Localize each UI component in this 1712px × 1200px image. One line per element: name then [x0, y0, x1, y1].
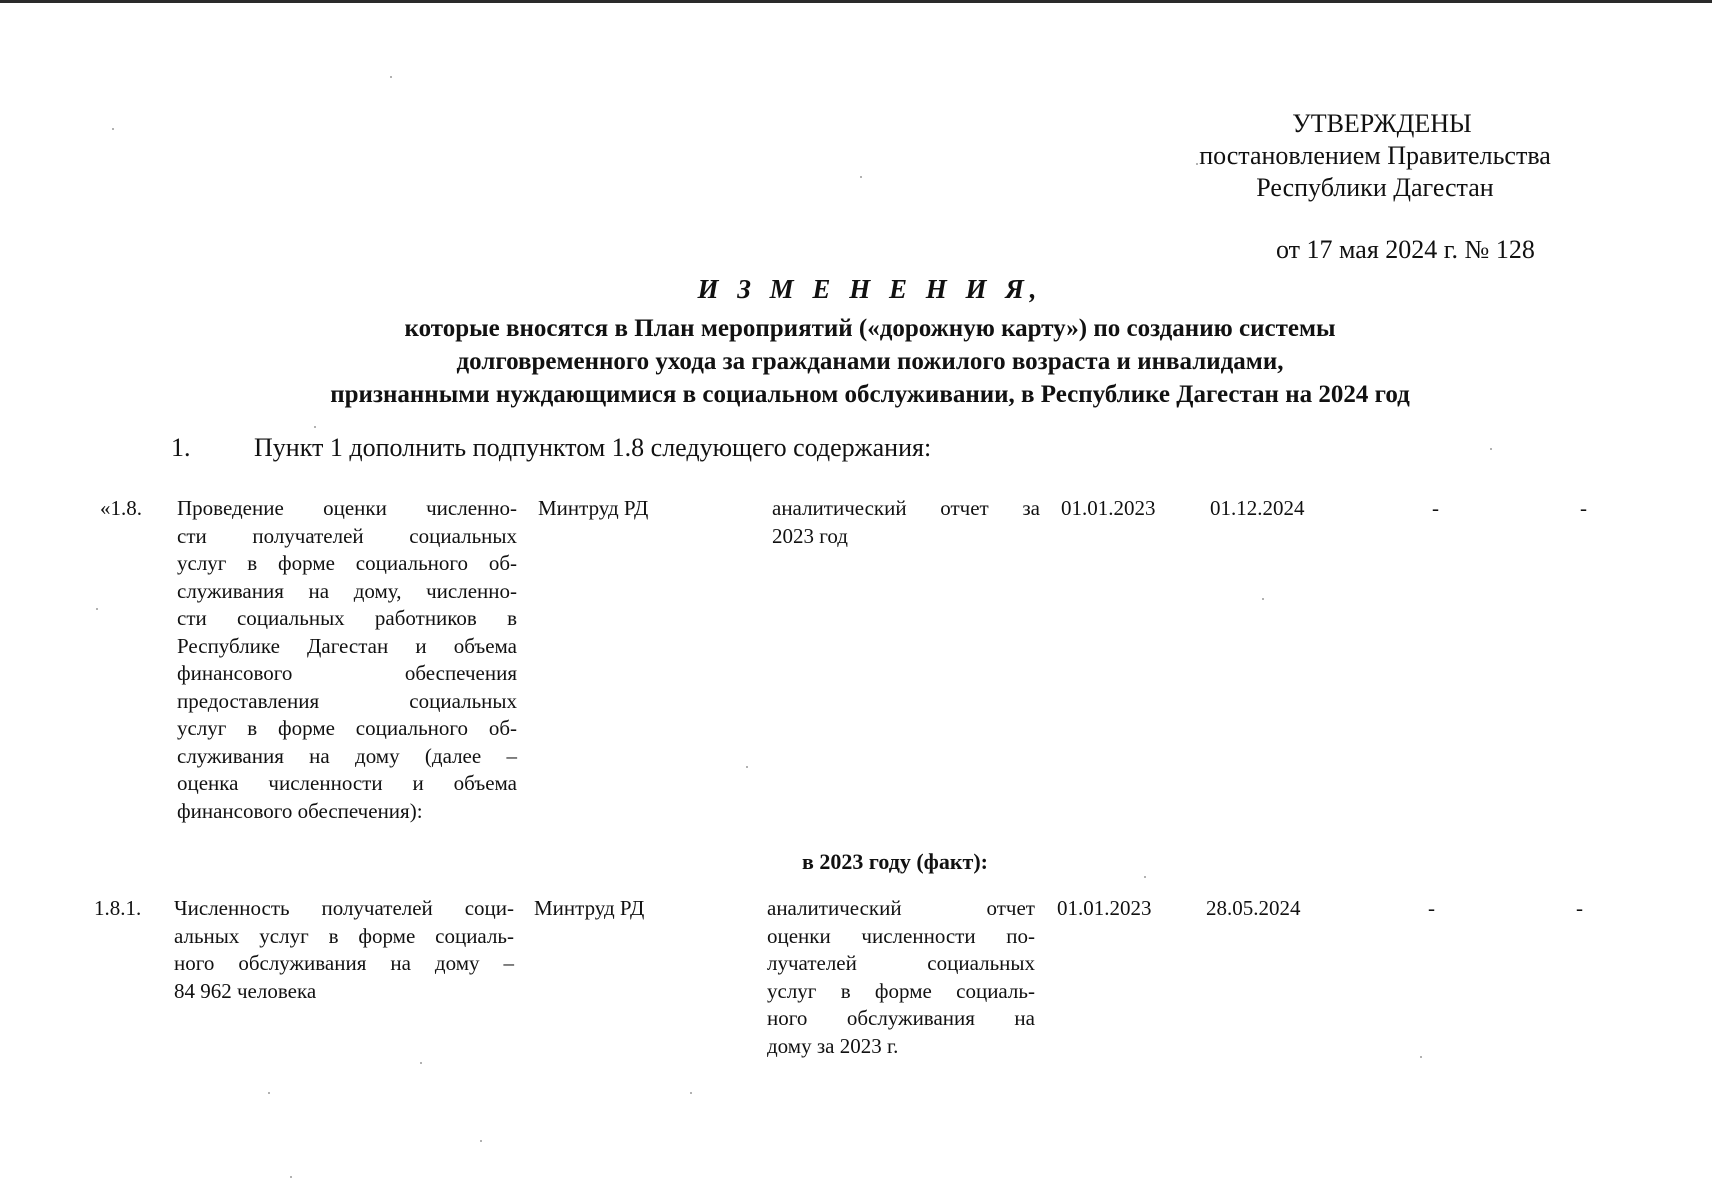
row-1-8-desc-line: финансового обеспечения): — [177, 798, 423, 823]
row-1-8-number: «1.8. — [100, 496, 142, 520]
scan-speck — [1262, 598, 1264, 600]
scan-speck — [860, 176, 862, 178]
row-1-8-desc-line: сти получателей социальных — [177, 523, 517, 548]
row-1-8-1-col8: - — [1576, 896, 1583, 920]
row-1-8-result — [772, 495, 1040, 550]
row-1-8-executor: Минтруд РД — [538, 496, 649, 520]
row-1-8-desc-line: услуг в форме социального об- — [177, 716, 517, 740]
row-1-8-1-result — [767, 895, 1035, 1060]
row-1-8-1-desc-line: альных услуг в форме социаль- — [174, 923, 514, 948]
scan-speck — [1490, 448, 1492, 450]
row-1-8-desc-line: оценка численности и объема — [177, 771, 517, 795]
row-1-8-description — [177, 495, 517, 825]
section-header: в 2023 году (факт): — [802, 849, 989, 874]
scan-speck — [268, 1092, 270, 1094]
row-1-8-1-result-line: ного обслуживания на — [767, 1006, 1035, 1030]
document-title: И З М Е Н Е Н И Я, — [697, 274, 1043, 304]
row-1-8-1-result-line: услуг в форме социаль- — [767, 978, 1035, 1003]
scan-top-edge — [0, 0, 1712, 3]
row-1-8-1-number: 1.8.1. — [94, 896, 142, 920]
scan-speck — [690, 1092, 692, 1094]
row-1-8-desc-line: Республике Дагестан и объема — [177, 633, 517, 658]
paragraph-text: Пункт 1 дополнить подпунктом 1.8 следующего содержания: — [254, 433, 932, 462]
row-1-8-end-date: 01.12.2024 — [1210, 496, 1305, 520]
scan-speck — [480, 1140, 482, 1142]
scan-speck — [1196, 163, 1198, 165]
row-1-8-1-result-line: оценки численности по- — [767, 923, 1035, 948]
row-1-8-desc-line: финансового обеспечения — [177, 661, 517, 685]
row-1-8-1-desc-line: ного обслуживания на дому – — [174, 951, 514, 975]
row-1-8-start-date: 01.01.2023 — [1061, 496, 1156, 520]
row-1-8-1-result-line: аналитический отчет — [767, 896, 1035, 920]
scan-speck — [96, 608, 98, 610]
approval-date: от 17 мая 2024 г. № 128 — [1276, 235, 1535, 264]
document-subtitle — [0, 312, 1712, 411]
row-1-8-1-description — [174, 895, 514, 1005]
row-1-8-1-result-line: дому за 2023 г. — [767, 1033, 899, 1058]
scan-speck — [390, 76, 392, 78]
row-1-8-col7: - — [1432, 496, 1439, 520]
row-1-8-result-line: 2023 год — [772, 523, 848, 548]
row-1-8-1-col7: - — [1428, 896, 1435, 920]
row-1-8-desc-line: сти социальных работников в — [177, 606, 517, 630]
scan-speck — [290, 1176, 292, 1178]
approval-block — [1160, 108, 1590, 204]
row-1-8-desc-line: служивания на дому, численно- — [177, 578, 517, 603]
subtitle-line-2: долговременного ухода за гражданами пожилого возраста и инвалидами, — [456, 348, 1284, 375]
approval-heading: УТВЕРЖДЕНЫ — [1292, 109, 1472, 138]
row-1-8-1-end-date: 28.05.2024 — [1206, 896, 1301, 920]
scan-speck — [746, 766, 748, 768]
scan-speck — [314, 426, 316, 428]
row-1-8-desc-line: услуг в форме социального об- — [177, 551, 517, 575]
row-1-8-result-line: аналитический отчет за — [772, 496, 1040, 520]
row-1-8-1-result-line: лучателей социальных — [767, 951, 1035, 975]
row-1-8-1-executor: Минтруд РД — [534, 896, 645, 920]
row-1-8-1-desc-line: Численность получателей соци- — [174, 896, 514, 920]
scan-speck — [112, 128, 114, 130]
paragraph-number: 1. — [171, 433, 191, 462]
row-1-8-1-desc-line: 84 962 человека — [174, 978, 317, 1003]
approval-line-1: постановлением Правительства — [1199, 141, 1551, 170]
subtitle-line-3: признанными нуждающимися в социальном обслуживании, в Республике Дагестан на 2024 год — [330, 381, 1410, 408]
scan-speck — [420, 1062, 422, 1064]
row-1-8-desc-line: служивания на дому (далее – — [177, 743, 517, 768]
row-1-8-1-start-date: 01.01.2023 — [1057, 896, 1152, 920]
row-1-8-col8: - — [1580, 496, 1587, 520]
row-1-8-desc-line: Проведение оценки численно- — [177, 496, 517, 520]
subtitle-line-1: которые вносятся в План мероприятий («дорожную карту») по созданию системы — [404, 315, 1336, 342]
scan-speck — [1144, 876, 1146, 878]
scan-speck — [1420, 1056, 1422, 1058]
approval-line-2: Республики Дагестан — [1256, 173, 1494, 202]
row-1-8-desc-line: предоставления социальных — [177, 688, 517, 713]
